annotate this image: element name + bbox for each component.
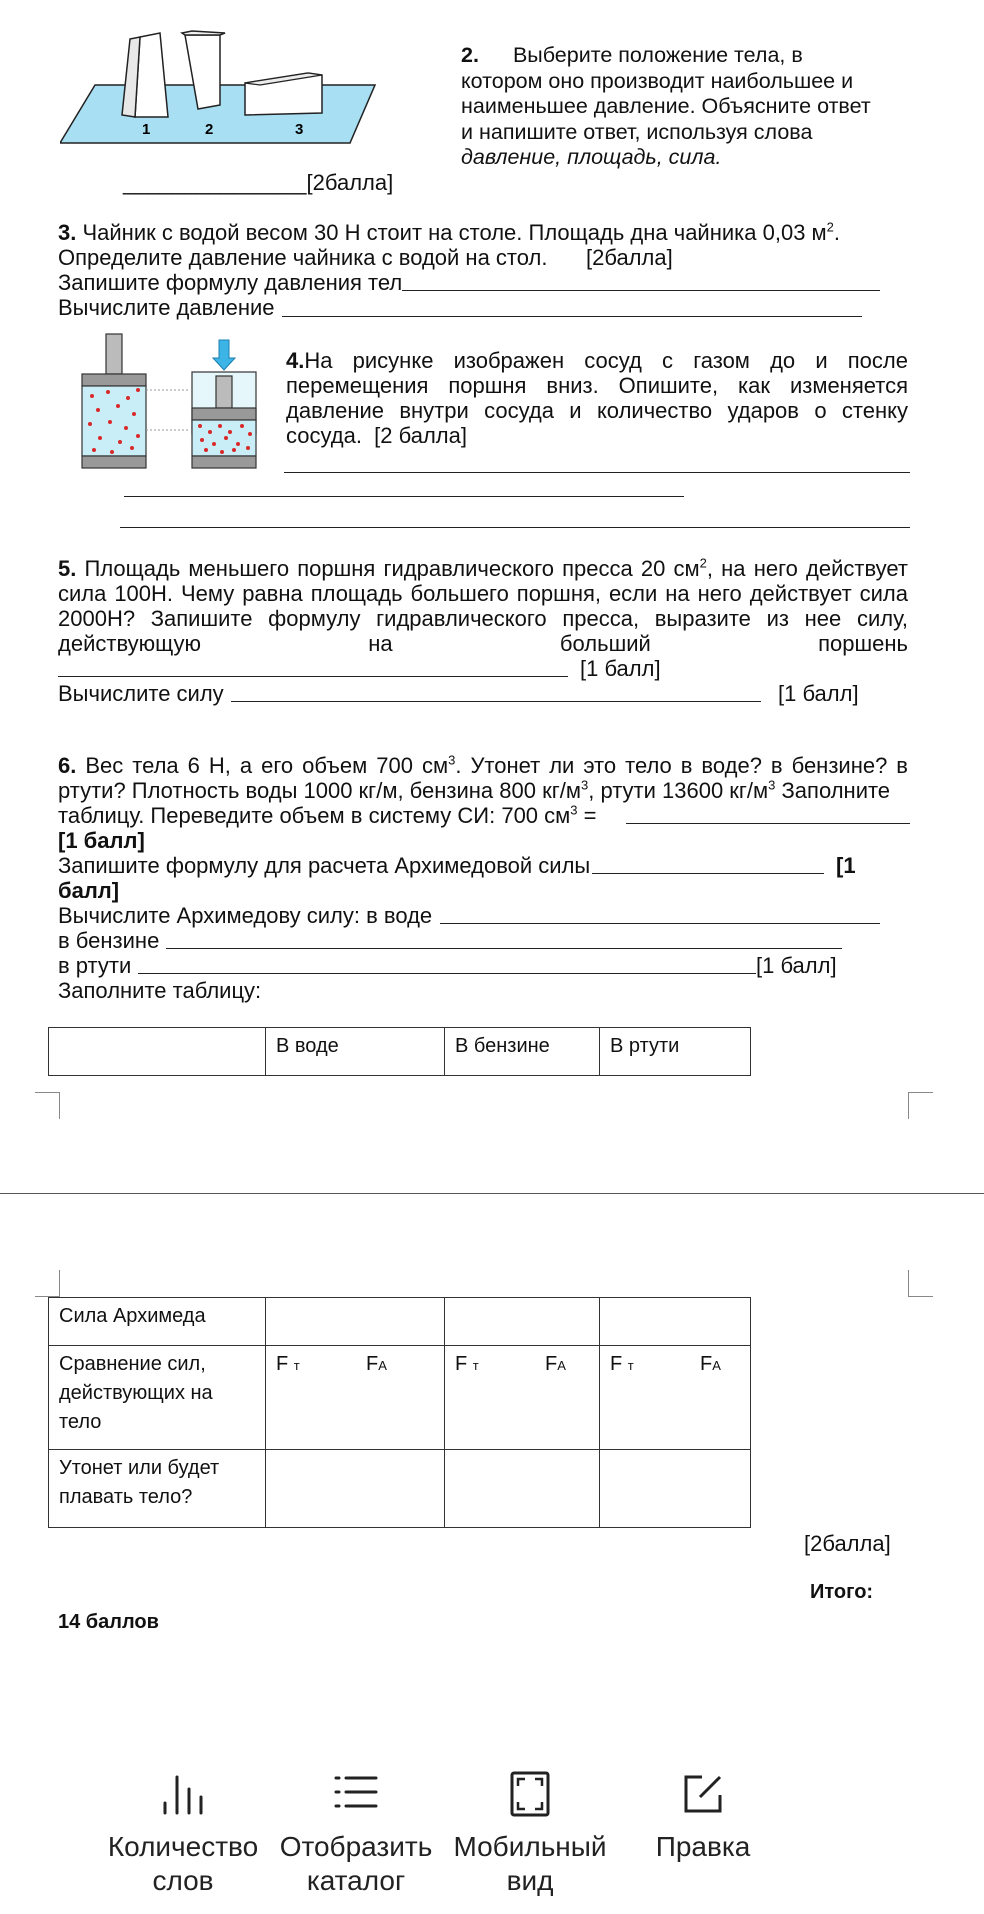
bar-chart-icon	[157, 1771, 209, 1817]
task-4-line-2: перемещения поршня вниз. Опишите, как изменяется	[286, 373, 908, 398]
task-5-formula-answer-line[interactable]	[58, 676, 568, 677]
edit-icon	[680, 1771, 726, 1817]
task-4-line-3: давление внутри сосуда и количество ударов о стенку	[286, 398, 908, 423]
page-corner-mark	[908, 1092, 933, 1119]
table-cell[interactable]	[266, 1450, 445, 1528]
table-row	[49, 1298, 751, 1346]
figure-label-3: 3	[295, 121, 304, 138]
fa-label: FA	[700, 1353, 721, 1375]
task-6-number: 6.	[58, 753, 77, 778]
task-4-line-4: сосуда. [2 балла]	[286, 423, 467, 448]
task-3-line-2: Определите давление чайника с водой на стол.	[58, 245, 548, 270]
task-2-number: 2.	[461, 43, 479, 67]
row-archimedes-force: Сила Архимеда	[49, 1298, 266, 1346]
task-2-line-4: и напишите ответ, используя слова	[461, 119, 813, 144]
gas-vessel-figure	[78, 332, 264, 482]
table-cell[interactable]	[445, 1346, 600, 1450]
task-4-answer-line-3[interactable]	[120, 527, 910, 528]
fa-label: FA	[545, 1353, 566, 1375]
task-3-points: [2балла]	[586, 245, 673, 270]
task-2-points: [2балла]	[306, 170, 394, 195]
task-4-number: 4.	[286, 348, 305, 373]
task-3-formula-label: Запишите формулу давления тел	[58, 270, 403, 295]
task-6-points-calc: [1 балл]	[756, 953, 837, 978]
task-6-formula-label: Запишите формулу для расчета Архимедовой силы	[58, 853, 591, 878]
task-6-si-answer-line[interactable]	[626, 823, 910, 824]
table-row	[49, 1450, 751, 1528]
toolbar-show-catalog-button[interactable]: Отобразить каталог	[268, 1764, 444, 1898]
row-sink-or-float: Утонет или будет плавать тело?	[49, 1450, 266, 1528]
table-points: [2балла]	[804, 1531, 891, 1556]
table-cell[interactable]	[445, 1298, 600, 1346]
task-6-line-1: 6. Вес тела 6 Н, а его объем 700 $см^3$. Утонет ли это тело в воде? в бензине? в	[58, 752, 908, 778]
task-5-line-1: 5. Площадь меньшего поршня гидравлического пресса 20 $см^2$, на него действует	[58, 555, 908, 581]
task-2-answer-blank[interactable]: _______________	[123, 170, 307, 195]
table-cell[interactable]	[600, 1346, 751, 1450]
task-5-line-4: действующую на больший поршень	[58, 631, 908, 656]
list-icon	[332, 1772, 380, 1816]
task-6-formula-answer-line[interactable]	[592, 873, 824, 874]
task-2-answer	[123, 170, 393, 195]
task-6-mercury-answer-line[interactable]	[138, 973, 756, 974]
row-force-comparison: Сравнение сил, действующих на тело	[49, 1346, 266, 1450]
task-3-number: 3.	[58, 220, 77, 245]
page-break-divider	[0, 1193, 984, 1194]
task-5-points-2: [1 балл]	[778, 681, 859, 706]
table-header-petrol: В бензине	[445, 1028, 600, 1076]
table-header-empty	[49, 1028, 266, 1076]
task-5-line-2: сила 100Н. Чему равна площадь большего поршня, если на него действует сила	[58, 581, 908, 606]
task-6-line-2: ртути? Плотность воды 1000 кг/м, бензина 800 $кг/м^3$, ртути 13600 $кг/м^3$ Заполните	[58, 777, 891, 803]
task-3-calc-answer-line[interactable]	[282, 316, 862, 317]
page-corner-mark	[35, 1270, 60, 1297]
ft-label: F т	[276, 1353, 300, 1375]
ft-label: F т	[455, 1353, 479, 1375]
table-cell[interactable]	[600, 1450, 751, 1528]
table-cell[interactable]	[445, 1450, 600, 1528]
table-header-water: В воде	[266, 1028, 445, 1076]
task-6-fill-table: Заполните таблицу:	[58, 978, 262, 1003]
blocks-on-plane-figure	[60, 25, 380, 145]
task-2-text	[461, 43, 886, 171]
total-label: Итого:	[810, 1581, 874, 1603]
table-row	[49, 1346, 751, 1450]
task-5-line-3: 2000Н? Запишите формулу гидравлического пресса, выразите из нее силу,	[58, 606, 908, 631]
fa-label: FA	[366, 1353, 387, 1375]
task-2-line-1: Выберите положение тела, в	[512, 43, 803, 67]
results-table-body	[48, 1297, 751, 1528]
task-6-water-answer-line[interactable]	[440, 923, 880, 924]
table-cell[interactable]	[266, 1346, 445, 1450]
task-6-points-si: [1 балл]	[58, 828, 145, 853]
task-2-line-2: котором оно производит наибольшее и	[461, 68, 854, 93]
task-4-answer-line-2[interactable]	[124, 496, 684, 497]
toolbar-mobile-view-button[interactable]: Мобильный вид	[442, 1764, 618, 1898]
task-5-points-1: [1 балл]	[580, 656, 661, 681]
page-corner-mark	[908, 1270, 933, 1297]
table-cell[interactable]	[600, 1298, 751, 1346]
figure-label-2: 2	[205, 121, 214, 138]
task-6-water-label: Вычислите Архимедову силу: в воде	[58, 903, 433, 928]
toolbar-edit-button[interactable]: Правка	[615, 1764, 791, 1864]
task-3-calc-label: Вычислите давление	[58, 295, 275, 320]
task-5-number: 5.	[58, 556, 77, 581]
total-points: 14 баллов	[58, 1611, 159, 1633]
page-corner-mark	[35, 1092, 60, 1119]
figure-label-1: 1	[142, 121, 151, 138]
task-2-italic-words: давление, площадь, сила.	[461, 145, 722, 169]
task-6-petrol-answer-line[interactable]	[166, 948, 842, 949]
toolbar-word-count-button[interactable]: Количество слов	[95, 1764, 271, 1898]
table-header-mercury: В ртути	[600, 1028, 751, 1076]
task-5-calc-label: Вычислите силу	[58, 681, 224, 706]
task-5-calc-answer-line[interactable]	[231, 701, 761, 702]
task-2-line-3: наименьшее давление. Объясните ответ	[461, 94, 871, 118]
task-6-line-3: таблицу. Переведите объем в систему СИ: 700 $см^3$ =	[58, 802, 597, 828]
task-3-line-1: 3. Чайник с водой весом 30 Н стоит на столе. Площадь дна чайника 0,03 $м^2$.	[58, 219, 841, 245]
task-4-line-1: 4.На рисунке изображен сосуд с газом до и после	[286, 348, 908, 373]
fullscreen-icon	[508, 1770, 552, 1818]
results-table-header	[48, 1027, 751, 1076]
task-6-points-formula-b: балл]	[58, 878, 120, 903]
task-6-points-formula-a: [1	[836, 853, 856, 878]
task-4-answer-line-1[interactable]	[284, 472, 910, 473]
task-6-petrol-label: в бензине	[58, 928, 160, 953]
task-3-formula-answer-line[interactable]	[402, 290, 880, 291]
table-cell[interactable]	[266, 1298, 445, 1346]
task-4-points: [2 балла]	[374, 423, 467, 448]
task-6-mercury-label: в ртути	[58, 953, 132, 978]
ft-label: F т	[610, 1353, 634, 1375]
